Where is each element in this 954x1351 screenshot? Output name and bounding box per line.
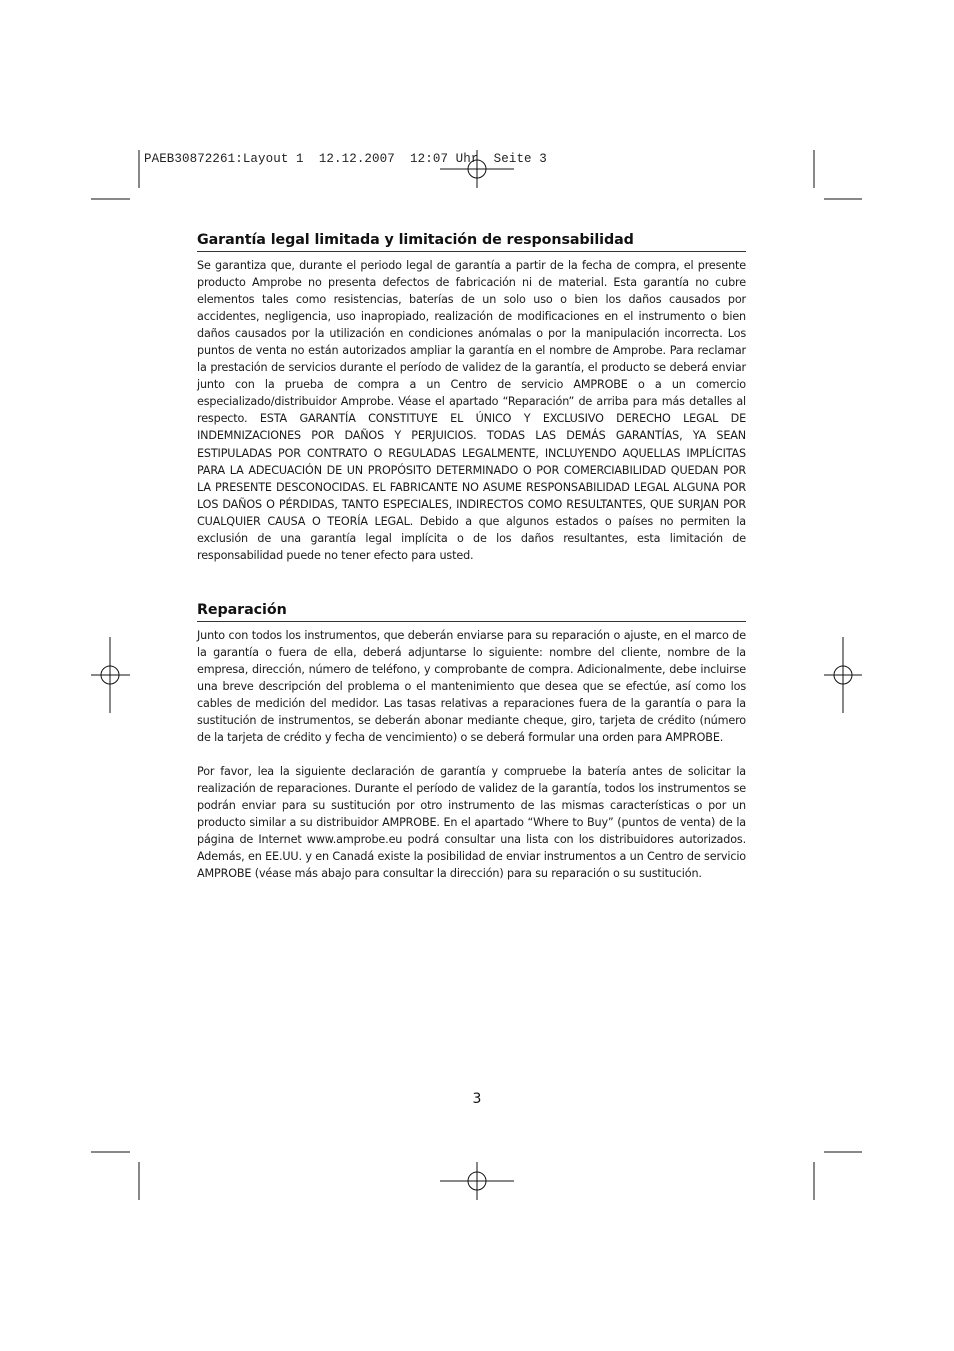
page-content <box>197 230 746 883</box>
repair-section <box>197 600 746 883</box>
print-slug: PAEB30872261:Layout 1 12.12.2007 12:07 Uhr Seite 3 <box>144 152 547 166</box>
warranty-paragraph: Se garantiza que, durante el periodo legal de garantía a partir de la fecha de compra, el presente producto Amprobe no presenta defectos de fabricación ni de material. Esta garantía no cubre elementos tales como resistencias, baterías de un solo uso o bien los daños causados por accidentes, negligencia, uso inapropiado, realización de modificaciones en el instrumento o bien daños causados por la utilización en condiciones anómalas o por la manipulación incorrecta. Los puntos de venta no están autorizados ampliar la garantía en el nombre de Amprobe. Para reclamar la prestación de servicios durante el período de validez de la garantía, el producto se deberá enviar junto con la prueba de compra a un Centro de servicio AMPROBE o a un comercio especializado/distribuidor Amprobe. Véase el apartado “Reparación” de arriba para más detalles al respecto. ESTA GARANTÍA CONSTITUYE EL ÚNICO Y EXCLUSIVO DERECHO LEGAL DE INDEMNIZACIONES POR DAÑOS Y PERJUICIOS. TODAS LAS DEMÁS GARANTÍAS, YA SEAN ESTIPULADAS POR CONTRATO O REGULADAS LEGALMENTE, INCLUYENDO AQUELLAS IMPLÍCITAS PARA LA ADECUACIÓN DE UN PROPÓSITO DETERMINADO O POR COMERCIABILIDAD QUEDAN POR LA PRESENTE DESCONOCIDAS. EL FABRICANTE NO ASUME RESPONSABILIDAD LEGAL ALGUNA POR LOS DAÑOS O PÉRDIDAS, TANTO ESPECIALES, INDIRECTOS COMO RESULTANTES, QUE SURJAN POR CUALQUIER CAUSA O TEORÍA LEGAL. Debido a que algunos estados o países no permiten la exclusión de una garantía legal implícita o de los daños resultantes, esta limitación de responsabilidad puede no tener efecto para usted. <box>197 259 746 562</box>
repair-paragraph-2: Por favor, lea la siguiente declaración de garantía y compruebe la batería antes de solicitar la realización de reparaciones. Durante el período de validez de la garantía, todos los instrumentos se podrán enviar para su sustitución por otro instrumento de las mismas características o por un producto similar a su distribuidor AMPROBE. En el apartado “Where to Buy” (puntos de venta) de la página de Internet www.amprobe.eu podrá consultar una lista con los distribuidores autorizados. Además, en EE.UU. y en Canadá existe la posibilidad de enviar instrumentos a un Centro de servicio AMPROBE (véase más abajo para consultar la dirección) para su reparación o su sustitución. <box>197 765 746 881</box>
warranty-section <box>197 230 746 564</box>
registration-mark-right <box>824 637 862 713</box>
repair-paragraph-1: Junto con todos los instrumentos, que deberán enviarse para su reparación o ajuste, en el marco de la garantía o fuera de ella, deberá adjuntarse lo siguiente: nombre del cliente, nombre de la empresa, dirección, número de teléfono, y comprobante de compra. Adicionalmente, debe incluirse una breve descripción del problema o el mantenimiento que desea que se efectúe, así como los cables de medición del medidor. Las tasas relativas a reparaciones fuera de la garantía o para la sustitución de instrumentos, se deberán abonar mediante cheque, giro, tarjeta de crédito (número de la tarjeta de crédito y fecha de vencimiento) o se deberá formular una orden para AMPROBE. <box>197 628 746 745</box>
page-number: 3 <box>472 1091 482 1107</box>
registration-mark-bottom <box>440 1162 514 1200</box>
repair-heading: Reparación <box>197 600 746 622</box>
registration-mark-left <box>91 637 130 713</box>
warranty-heading: Garantía legal limitada y limitación de responsabilidad <box>197 230 746 252</box>
